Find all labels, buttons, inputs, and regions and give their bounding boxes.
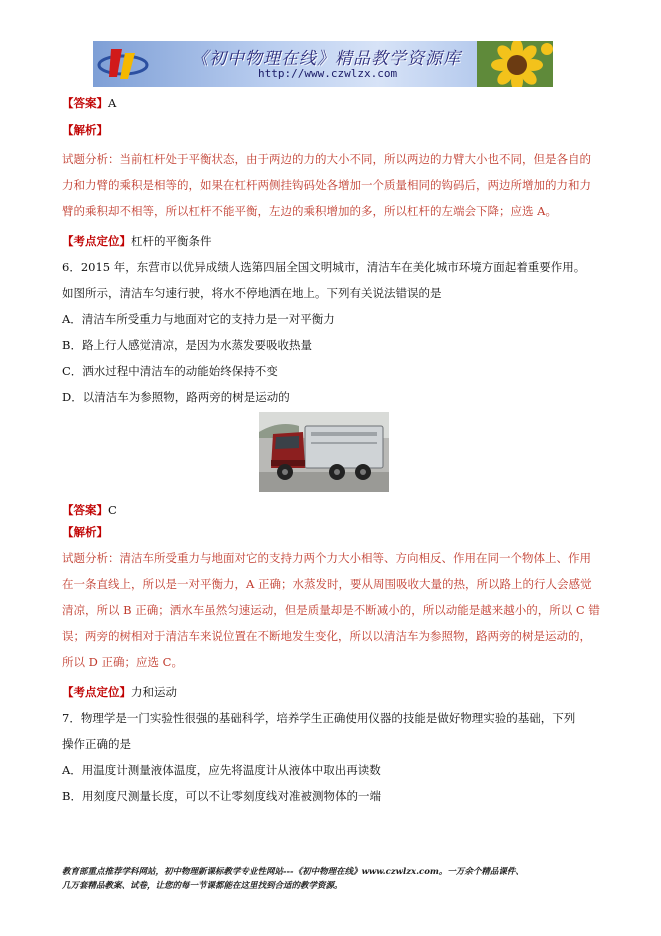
q6-answer: [62, 502, 117, 518]
header-banner: [93, 41, 553, 87]
q5-analysis-label: 【解析】: [62, 123, 108, 137]
q7-option-b: B．用刻度尺测量长度，可以不让零刻度线对准被测物体的一端: [62, 789, 381, 803]
q6-answer-value: C: [108, 503, 117, 517]
q6-kp-value: 力和运动: [131, 685, 177, 699]
q6-analysis-line: 在一条直线上，所以是一对平衡力，A 正确；水蒸发时，要从周围吸收大量的热，所以路上的行人会感觉: [62, 577, 592, 591]
sunflower-icon: [477, 41, 553, 87]
q7-option-a: A．用温度计测量液体温度，应先将温度计从液体中取出再读数: [62, 763, 381, 777]
q6-option-b: B．路上行人感觉清凉，是因为水蒸发要吸收热量: [62, 338, 312, 352]
q6-kp-label: 【考点定位】: [62, 685, 131, 699]
cleaning-truck-photo: [259, 412, 389, 492]
q6-stem-line: 6．2015 年，东营市以优异成绩人选第四届全国文明城市，清洁车在美化城市环境方面起着重要作用。: [62, 260, 586, 274]
banner-url: http://www.czwlzx.com: [258, 67, 398, 80]
banner-title: 《初中物理在线》精品教学资源库: [191, 49, 461, 69]
footer-line: 教育部重点推荐学科网站，初中物理新课标教学专业性网站---《初中物理在线》www.czwlzx.com。一万余个精品课件、: [62, 867, 524, 877]
q6-option-d: D．以清洁车为参照物，路两旁的树是运动的: [62, 390, 290, 404]
q6-option-a: A．清洁车所受重力与地面对它的支持力是一对平衡力: [62, 312, 335, 326]
q5-kp-label: 【考点定位】: [62, 234, 131, 248]
q7-stem-line: 7．物理学是一门实验性很强的基础科学，培养学生正确使用仪器的技能是做好物理实验的基础，下列: [62, 711, 576, 725]
q5-kp-value: 杠杆的平衡条件: [131, 234, 212, 248]
q6-analysis-line: 误；两旁的树相对于清洁车来说位置在不断地发生变化，所以以清洁车为参照物，路两旁的树是运动的，: [62, 629, 591, 643]
q5-answer-label: 【答案】: [62, 96, 108, 110]
q6-analysis-label: 【解析】: [62, 525, 108, 539]
q5-answer-value: A: [108, 96, 117, 110]
q6-analysis-line: 所以 D 正确；应选 C。: [62, 655, 183, 669]
footer-line: 几万套精品教案、试卷，让您的每一节课都能在这里找到合适的教学资源。: [62, 881, 343, 891]
q6-stem-line: 如图所示，清洁车匀速行驶，将水不停地洒在地上。下列有关说法错误的是: [62, 286, 442, 300]
q6-analysis-line: 清凉，所以 B 正确；洒水车虽然匀速运动，但是质量却是不断减小的，所以动能是越来越小的，所以 C 错: [62, 603, 600, 617]
q6-knowledge-point: [62, 684, 177, 700]
q5-analysis-line: 试题分析：当前杠杆处于平衡状态，由于两边的力的大小不同，所以两边的力臂大小也不同，但是各自的: [62, 152, 591, 166]
q5-answer: [62, 95, 116, 111]
q5-knowledge-point: [62, 233, 212, 249]
q6-option-c: C．洒水过程中清洁车的动能始终保持不变: [62, 364, 278, 378]
q5-analysis-line: 臂的乘积却不相等，所以杠杆不能平衡，左边的乘积增加的多，所以杠杆的左端会下降；应选 A。: [62, 204, 557, 218]
q7-stem-line: 操作正确的是: [62, 737, 131, 751]
q6-analysis-line: 试题分析：清洁车所受重力与地面对它的支持力两个力大小相等、方向相反、作用在同一个物体上、作用: [62, 551, 591, 565]
q5-analysis-line: 力和力臂的乘积是相等的，如果在杠杆两侧挂钩码处各增加一个质量相同的钩码后，两边所增加的力和力: [62, 178, 591, 192]
orbit-logo-icon: [95, 43, 151, 85]
q6-answer-label: 【答案】: [62, 503, 108, 517]
